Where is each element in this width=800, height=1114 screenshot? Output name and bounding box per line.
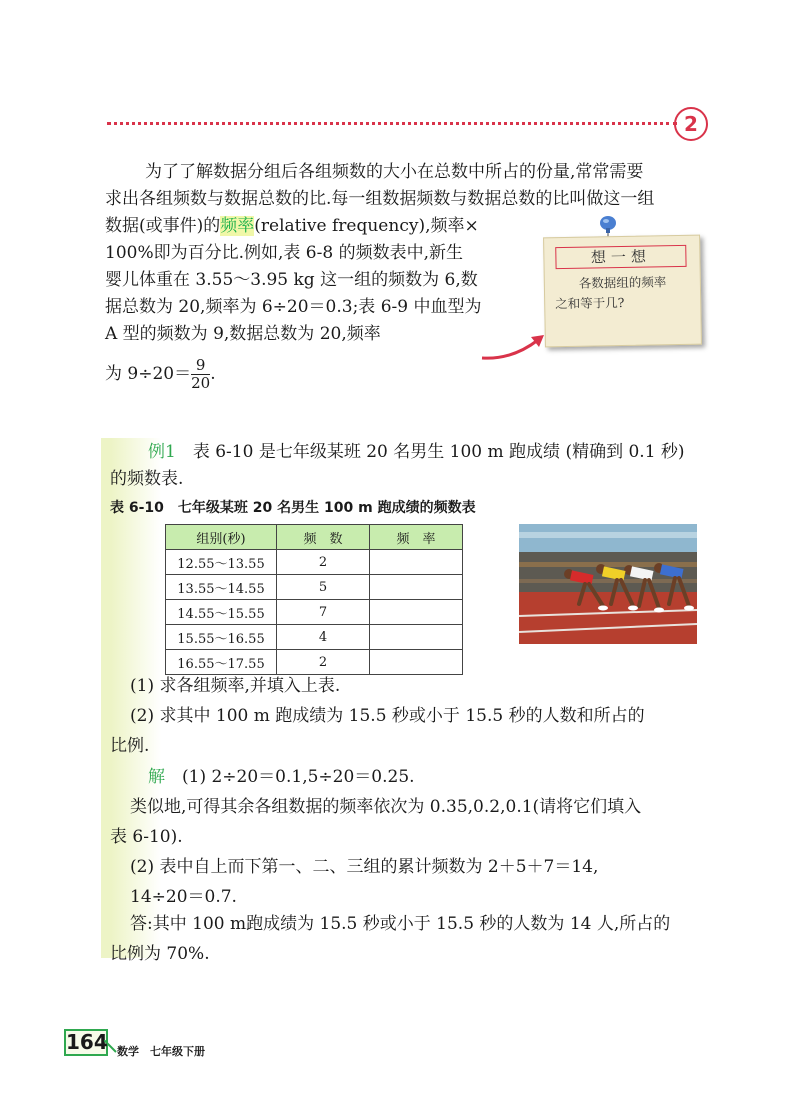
- table-row: [166, 575, 463, 600]
- cell-frequency: [370, 550, 463, 575]
- cell-group: 13.55～14.55: [166, 575, 277, 600]
- fraction-denominator: 20: [191, 374, 211, 392]
- solution-label: 解: [148, 767, 165, 787]
- table-header-row: [166, 525, 463, 550]
- cell-frequency: [370, 600, 463, 625]
- section-divider: [107, 122, 677, 125]
- page-number: 164: [66, 1030, 108, 1054]
- cell-count: 4: [277, 625, 370, 650]
- example-line-2: 的频数表.: [110, 469, 184, 489]
- example-label: 例1: [148, 442, 176, 462]
- cell-count: 2: [277, 550, 370, 575]
- fraction-9-20: [191, 357, 210, 392]
- cell-group: 12.55～13.55: [166, 550, 277, 575]
- intro-line-3-text: 数据(或事件)的: [105, 216, 221, 236]
- intro-line-5: 婴儿体重在 3.55～3.95 kg 这一组的频数为 6,数: [105, 270, 478, 290]
- question-1: (1) 求各组频率,并填入上表.: [130, 676, 341, 696]
- example-line-1-text: 表 6-10 是七年级某班 20 名男生 100 m 跑成绩 (精确到 0.1 秒): [192, 442, 685, 462]
- table-row: [166, 600, 463, 625]
- think-note-title: 想一想: [555, 245, 686, 269]
- intro-line-7: A 型的频数为 9,数据总数为 20,频率: [105, 324, 381, 344]
- term-frequency: 频率: [220, 216, 255, 236]
- cell-group: 14.55～15.55: [166, 600, 277, 625]
- sprinters-photo: [519, 524, 697, 644]
- table-row: [166, 650, 463, 675]
- cell-group: 16.55～17.55: [166, 650, 277, 675]
- intro-line-8-end: .: [210, 364, 216, 384]
- header-frequency: 频 率: [370, 525, 463, 550]
- intro-line-4: 100%即为百分比.例如,表 6-8 的频数表中,新生: [105, 243, 463, 263]
- solution-line-2: 类似地,可得其余各组数据的频率依次为 0.35,0.2,0.1(请将它们填入: [130, 797, 642, 817]
- solution-line-1-text: (1) 2÷20＝0.1,5÷20＝0.25.: [182, 767, 415, 787]
- header-count: 频 数: [277, 525, 370, 550]
- think-note-line-2: 之和等于几?: [555, 294, 625, 312]
- section-number: 2: [674, 107, 708, 141]
- example-line-1: [148, 440, 685, 465]
- answer-line-1: 答:其中 100 m跑成绩为 15.5 秒或小于 15.5 秒的人数为 14 人,所占的: [130, 914, 671, 934]
- think-note-body: [555, 272, 696, 314]
- intro-line-8-text: 为 9÷20＝: [105, 364, 192, 384]
- intro-line-3: [105, 214, 479, 239]
- frequency-table: [165, 524, 463, 675]
- cell-count: 5: [277, 575, 370, 600]
- table-row: [166, 625, 463, 650]
- pointer-arrow-icon: [478, 330, 550, 364]
- solution-line-4: (2) 表中自上而下第一、二、三组的累计频数为 2＋5＋7＝14,: [130, 857, 599, 877]
- book-title: 数学 七年级下册: [117, 1045, 205, 1058]
- solution-line-3: 表 6-10).: [110, 827, 183, 847]
- cell-frequency: [370, 575, 463, 600]
- table-caption: 表 6-10 七年级某班 20 名男生 100 m 跑成绩的频数表: [110, 500, 476, 516]
- think-note-line-1: 各数据组的频率: [578, 274, 667, 291]
- intro-line-1: 为了了解数据分组后各组频数的大小在总数中所占的份量,常常需要: [145, 162, 644, 182]
- table-row: [166, 550, 463, 575]
- think-note: [543, 235, 702, 348]
- intro-line-2: 求出各组频数与数据总数的比.每一组数据频数与数据总数的比叫做这一组: [105, 189, 655, 209]
- cell-count: 2: [277, 650, 370, 675]
- cell-count: 7: [277, 600, 370, 625]
- answer-line-2: 比例为 70%.: [110, 944, 210, 964]
- intro-line-6: 据总数为 20,频率为 6÷20＝0.3;表 6-9 中血型为: [105, 297, 482, 317]
- fraction-numerator: 9: [195, 356, 206, 374]
- cell-frequency: [370, 650, 463, 675]
- intro-line-3-text-b: (relative frequency),频率×: [254, 216, 479, 236]
- solution-line-5: 14÷20＝0.7.: [130, 887, 237, 907]
- question-2-line-1: (2) 求其中 100 m 跑成绩为 15.5 秒或小于 15.5 秒的人数和所占的: [130, 706, 645, 726]
- cell-group: 15.55～16.55: [166, 625, 277, 650]
- page-tab-icon: [104, 1040, 118, 1054]
- header-group: 组别(秒): [166, 525, 277, 550]
- solution-line-1: [148, 765, 415, 790]
- intro-line-8: [105, 357, 216, 392]
- cell-frequency: [370, 625, 463, 650]
- question-2-line-2: 比例.: [110, 736, 150, 756]
